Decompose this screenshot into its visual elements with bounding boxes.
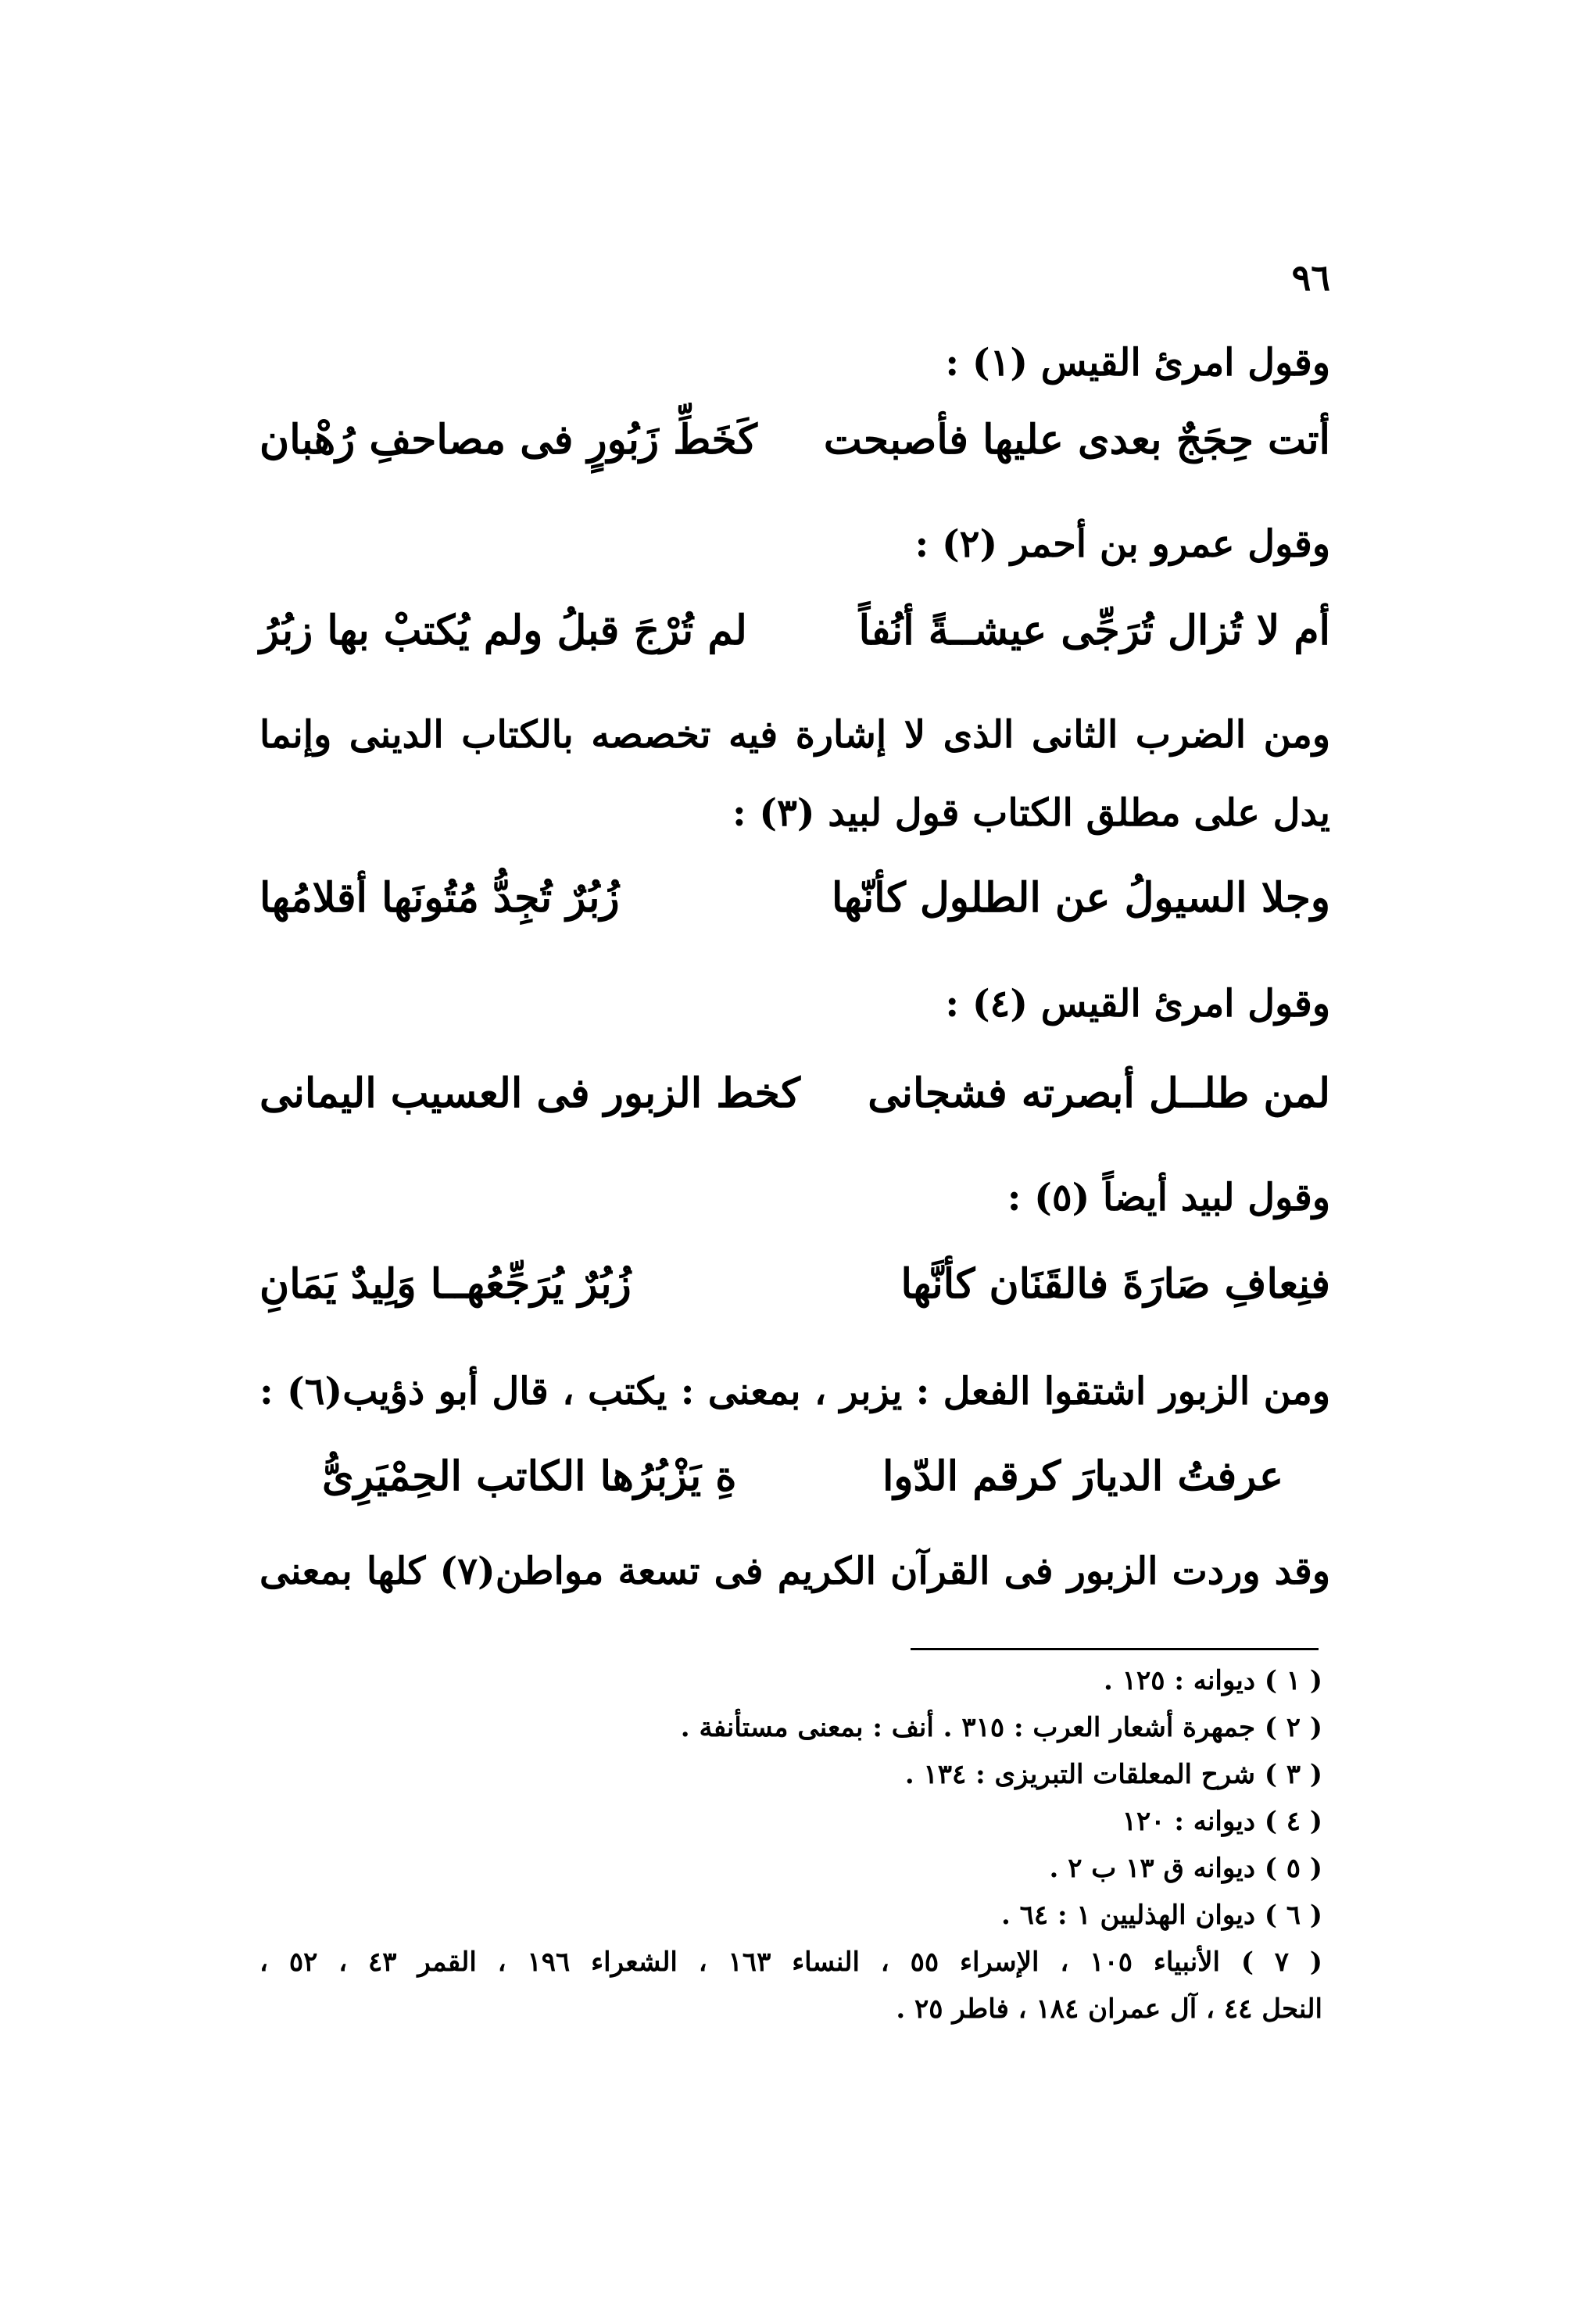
verse-line xyxy=(259,1260,1330,1308)
verse-intro-labid: وقول لبيد أيضاً (٥) : xyxy=(1007,1176,1330,1220)
footnote: ( ١ ) ديوانه : ١٢٥ . xyxy=(1104,1665,1322,1696)
verse-first-hemistich: وجلا السيولُ عن الطلول كأنّها xyxy=(831,874,1330,922)
body-paragraph-line: ومن الزبور اشتقوا الفعل : يزبر ، بمعنى : يكتب ، قال أبو ذؤيب(٦) : xyxy=(259,1370,1331,1413)
verse-intro-amr-ibn-ahmar: وقول عمرو بن أحمر (٢) : xyxy=(914,522,1330,566)
verse-second-hemistich: لم تُرْجَ قبلُ ولم يُكتبْ بها زبُرُ xyxy=(259,607,747,654)
verse-first-hemistich: أتت حِجَجٌ بعدى عليها فأصبحت xyxy=(823,416,1330,464)
footnote: ( ٤ ) ديوانه : ١٢٠ xyxy=(1122,1806,1322,1837)
verse-first-hemistich: لمن طلــل أبصرته فشجانى xyxy=(868,1069,1330,1117)
footnote: ( ٧ ) الأنبياء ١٠٥ ، الإسراء ٥٥ ، النساء ١٦٣ ، الشعراء ١٩٦ ، القمر ٤٣ ، ٥٢ ، xyxy=(259,1947,1322,1978)
footnote: ( ٥ ) ديوانه ق ١٣ ب ٢ . xyxy=(1049,1853,1322,1884)
page-number: ٩٦ xyxy=(1291,256,1330,299)
verse-line xyxy=(259,416,1330,464)
verse-second-hemistich: ةِ يَزْبُرُها الكاتب الحِمْيَرِىُّ xyxy=(322,1452,737,1500)
body-paragraph-line: يدل على مطلق الكتاب قول لبيد (٣) : xyxy=(732,791,1330,835)
verse-second-hemistich: كَخَطِّ زَبُورٍ فى مصاحفِ رُهْبان xyxy=(259,416,757,464)
body-paragraph-line: وقد وردت الزبور فى القرآن الكريم فى تسعة مواطن(٧) كلها بمعنى xyxy=(259,1549,1330,1593)
footnote: ( ٦ ) ديوان الهذليين ١ : ٦٤ . xyxy=(1000,1900,1322,1931)
verse-second-hemistich: زُبُرٌ يُرَجِّعُهــا وَلِيدٌ يَمَانِ xyxy=(259,1260,632,1308)
verse-intro-imru-al-qays: وقول امرئ القيس (١) : xyxy=(945,341,1330,385)
verse-line xyxy=(259,874,1330,922)
verse-second-hemistich: كخط الزبور فى العسيب اليمانى xyxy=(259,1069,800,1117)
verse-first-hemistich: فنِعافِ صَارَةَ فالقَنَان كأنَّها xyxy=(900,1260,1330,1308)
verse-line xyxy=(259,1069,1330,1117)
verse-first-hemistich: عرفتُ الديارَ كرقم الدّوا xyxy=(882,1452,1283,1500)
body-paragraph-line: ومن الضرب الثانى الذى لا إشارة فيه تخصصه بالكتاب الدينى وإنما xyxy=(259,713,1330,757)
verse-second-hemistich: زُبُرٌ تُجِدُّ مُتُونَها أقلامُها xyxy=(259,874,620,922)
verse-first-hemistich: أم لا تُزال تُرَجِّى عيشــةً أنُفاً xyxy=(858,607,1330,654)
verse-line xyxy=(259,607,1330,654)
footnote-separator xyxy=(911,1648,1319,1650)
verse-intro-imru-al-qays: وقول امرئ القيس (٤) : xyxy=(945,982,1330,1026)
footnote: ( ٢ ) جمهرة أشعار العرب : ٣١٥ . أنف : بمعنى مستأنفة . xyxy=(680,1712,1322,1743)
verse-line xyxy=(322,1452,1283,1500)
footnote: ( ٣ ) شرح المعلقات التبريزى : ١٣٤ . xyxy=(904,1759,1322,1790)
footnote-continuation: النحل ٤٤ ، آل عمران ١٨٤ ، فاطر ٢٥ . xyxy=(896,1993,1322,2025)
